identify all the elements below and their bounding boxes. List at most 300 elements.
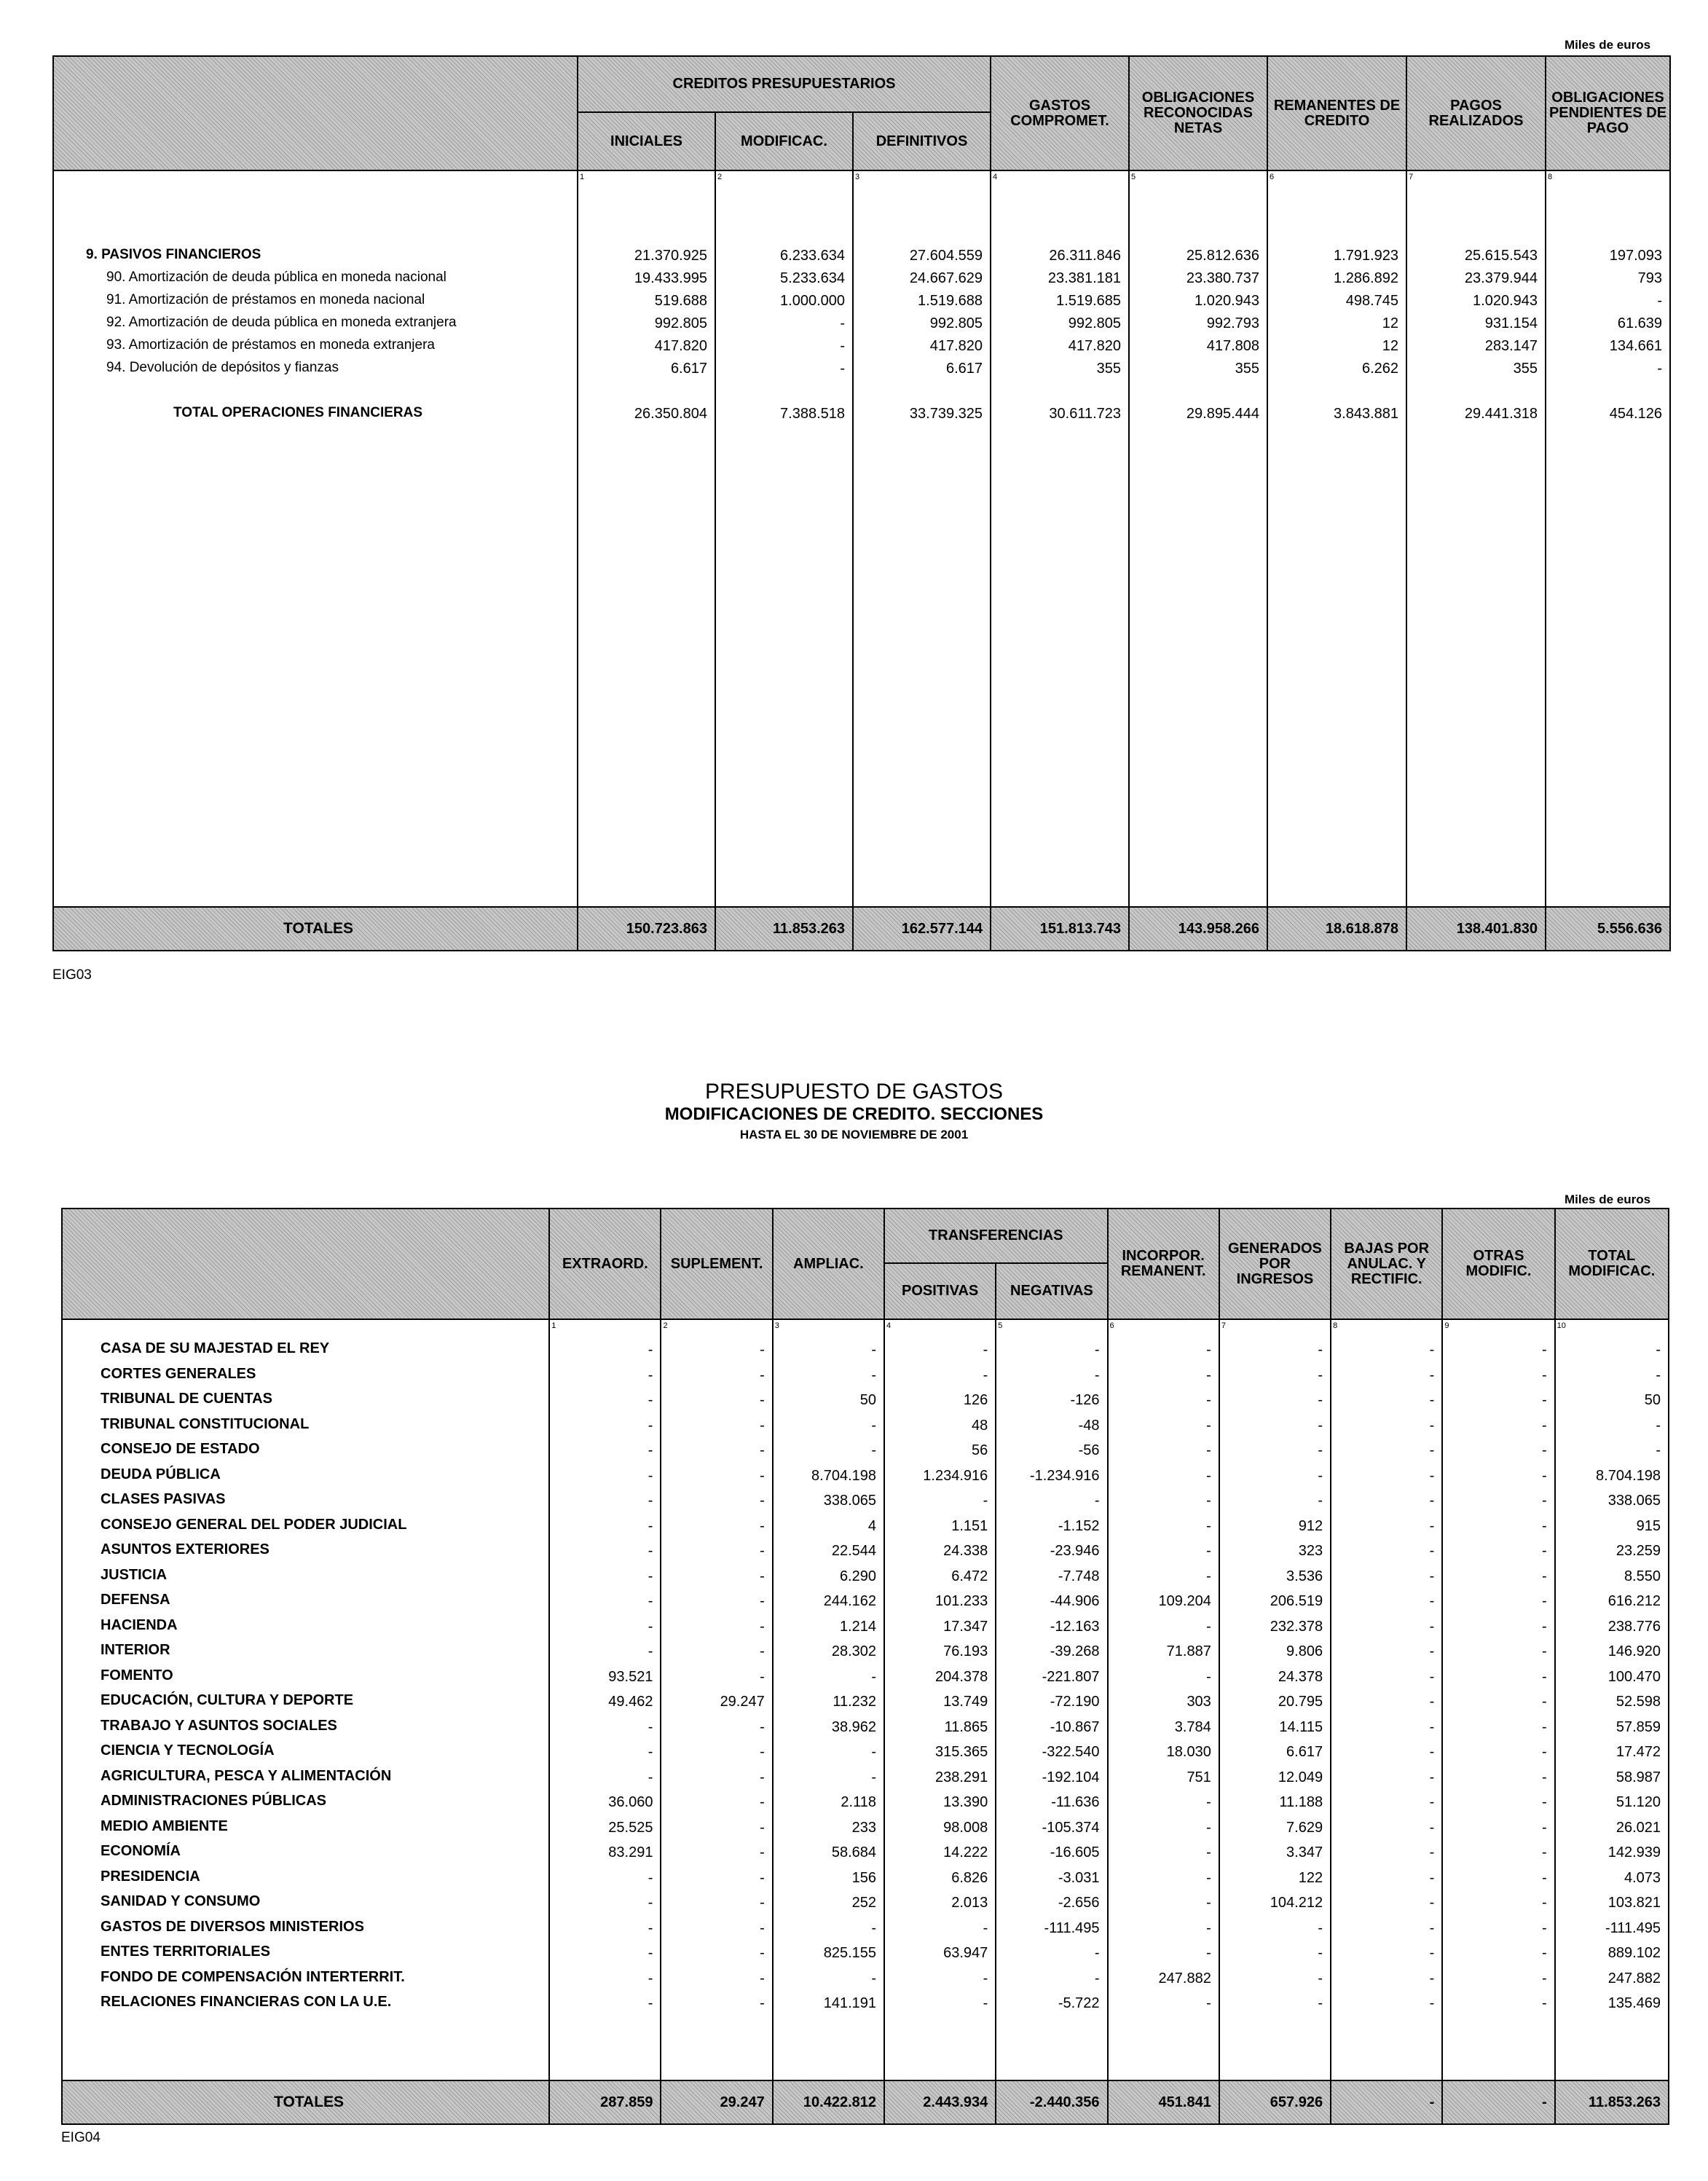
table-cell: 26.350.804 <box>634 406 707 422</box>
table-cell: - <box>983 1342 988 1358</box>
table-cell: 992.805 <box>929 315 983 331</box>
row-label: ASUNTOS EXTERIORES <box>101 1541 269 1557</box>
table-cell: -48 <box>1078 1417 1100 1434</box>
table-cell: 238.776 <box>1607 1618 1661 1635</box>
table-cell: 1.020.943 <box>1473 293 1538 309</box>
table-cell: 338.065 <box>823 1493 876 1509</box>
header-remanentes: REMANENTES DE CREDITO <box>1267 56 1406 170</box>
unit-note-table1: Miles de euros <box>1565 38 1651 52</box>
table-cell: 1.791.923 <box>1334 248 1399 264</box>
table-cell: -72.190 <box>1050 1694 1100 1710</box>
table-cell: - <box>1429 1467 1435 1484</box>
table-cell: - <box>1541 1819 1547 1836</box>
table-cell: - <box>983 1995 988 2011</box>
doc-code-eig03: EIG03 <box>52 967 92 983</box>
table-cell: - <box>1541 1467 1547 1484</box>
table-cell: 11.232 <box>833 1694 876 1710</box>
table-cell: -192.104 <box>1042 1769 1100 1785</box>
header-incorpor: INCORPOR. REMANENT. <box>1108 1209 1219 1319</box>
table-cell: 793 <box>1637 270 1663 286</box>
table-cell: - <box>648 1970 653 1987</box>
table-cell: 58.987 <box>1615 1769 1661 1785</box>
table-cell: 22.544 <box>831 1543 876 1559</box>
col-definitivos: 3 27.604.559 24.667.629 1.519.688 992.805 417.820 6.617 33.739.325 <box>853 170 991 907</box>
table-cell: -2.656 <box>1058 1895 1100 1911</box>
table-cell: 6.290 <box>839 1568 876 1584</box>
table-cell: 25.525 <box>608 1819 653 1836</box>
table-cell: - <box>1541 1417 1547 1434</box>
table-modificaciones-credito <box>61 1208 1669 2125</box>
col-ampliac: 3 - - 50 - - 8.704.198 338.065 4 22.544 6.290 244.162 1.214 28.302 - 11.232 38.962 - - 2.118 233 58.684 156 252 - 825.155 - 141.191 <box>773 1319 884 2080</box>
table-cell: 3.347 <box>1286 1844 1323 1860</box>
table-cell: - <box>1429 1517 1435 1534</box>
table-cell: - <box>1429 1769 1435 1785</box>
row-label: DEFENSA <box>101 1592 170 1608</box>
table-cell: - <box>760 1342 765 1358</box>
table-cell: -322.540 <box>1042 1744 1100 1760</box>
table-cell: - <box>871 1970 876 1987</box>
table-cell: - <box>1656 1342 1661 1358</box>
table-cell: - <box>1541 1593 1547 1609</box>
table-cell: 36.060 <box>608 1794 653 1810</box>
table-cell: 21.370.925 <box>634 248 707 264</box>
table-cell: - <box>760 1517 765 1534</box>
table-cell: 17.347 <box>943 1618 988 1635</box>
table-cell: 104.212 <box>1270 1895 1323 1911</box>
table-cell: 1.519.685 <box>1056 293 1122 309</box>
table-cell: 26.021 <box>1615 1819 1661 1836</box>
table-cell: - <box>1656 1367 1661 1383</box>
table-cell: - <box>648 1995 653 2011</box>
table-cell: 24.378 <box>1278 1668 1323 1685</box>
col-negativas: 5 - - -126 -48 -56 -1.234.916 - -1.152 -23.946 -7.748 -44.906 -12.163 -39.268 -221.807 -72.190 -10.867 -322.540 -192.104 -11.636 -105.374 -16.605 -3.031 -2.656 -111.495 - - -5.722 <box>996 1319 1107 2080</box>
header-blank <box>53 56 578 170</box>
table-cell: - <box>648 1744 653 1760</box>
table-cell: - <box>1429 1668 1435 1685</box>
row-label: INTERIOR <box>101 1642 170 1658</box>
table-cell: - <box>1206 1442 1211 1458</box>
table-cell: 238.291 <box>934 1769 988 1785</box>
col-positivas: 4 - - 126 48 56 1.234.916 - 1.151 24.338 6.472 101.233 17.347 76.193 204.378 13.749 11.865 315.365 238.291 13.390 98.008 14.222 6.826 2.013 - 63.947 - - <box>884 1319 996 2080</box>
col-modificac: 2 6.233.634 5.233.634 1.000.000 - - - 7.388.518 <box>715 170 853 907</box>
table-cell: - <box>1206 1568 1211 1584</box>
table-cell: - <box>1206 1844 1211 1860</box>
table-cell: - <box>1206 1895 1211 1911</box>
row-label: TOTAL OPERACIONES FINANCIERAS <box>173 405 423 420</box>
table-cell: - <box>648 1895 653 1911</box>
table-cell: 6.617 <box>670 361 707 377</box>
table-cell: - <box>760 1869 765 1886</box>
total-cell: 151.813.743 <box>991 907 1129 951</box>
col-otras: 9 - - - - - - - - - - - - - - - - - - - - - - - - - - - <box>1442 1319 1554 2080</box>
header-creditos: CREDITOS PRESUPUESTARIOS <box>578 56 991 112</box>
table-cell: - <box>1429 1618 1435 1635</box>
table-cell: - <box>760 1945 765 1961</box>
table-cell: - <box>1429 1392 1435 1408</box>
table-cell: - <box>1541 1517 1547 1534</box>
row-label: AGRICULTURA, PESCA Y ALIMENTACIÓN <box>101 1767 392 1784</box>
total-cell: 138.401.830 <box>1406 907 1546 951</box>
table-cell: 233 <box>851 1819 876 1836</box>
table-cell: 616.212 <box>1607 1593 1661 1609</box>
table-cell: 8.704.198 <box>1596 1467 1661 1484</box>
table-cell: - <box>1429 1694 1435 1710</box>
table-operaciones-financieras <box>52 55 1671 951</box>
table-cell: - <box>1206 1995 1211 2011</box>
table-cell: - <box>1318 1945 1323 1961</box>
table-cell: - <box>1206 1493 1211 1509</box>
table-cell: 14.222 <box>943 1844 988 1860</box>
table-cell: -126 <box>1070 1392 1100 1408</box>
header-ampliac: AMPLIAC. <box>773 1209 884 1319</box>
table-cell: - <box>871 1919 876 1936</box>
table-cell: -23.946 <box>1050 1543 1100 1559</box>
table-cell: - <box>1429 1869 1435 1886</box>
table-cell: 3.536 <box>1286 1568 1323 1584</box>
table-cell: - <box>1206 1945 1211 1961</box>
table-cell: 3.843.881 <box>1334 406 1399 422</box>
table-cell: - <box>648 1392 653 1408</box>
table-cell: - <box>1541 1694 1547 1710</box>
table-cell: 100.470 <box>1607 1668 1661 1685</box>
table-cell: - <box>648 1919 653 1936</box>
table-cell: - <box>1429 1945 1435 1961</box>
table-cell: 11.188 <box>1279 1794 1323 1810</box>
table-cell: - <box>983 1493 988 1509</box>
row-label: ENTES TERRITORIALES <box>101 1944 270 1960</box>
page-date: HASTA EL 30 DE NOVIEMBRE DE 2001 <box>739 1128 969 1141</box>
col-generados: 7 - - - - - - - 912 323 3.536 206.519 232.378 9.806 24.378 20.795 14.115 6.617 12.049 11.188 7.629 3.347 122 104.212 - - - - <box>1219 1319 1331 2080</box>
table-cell: 57.859 <box>1615 1718 1661 1735</box>
table-cell: 206.519 <box>1270 1593 1323 1609</box>
table-cell: - <box>1094 1367 1100 1383</box>
table-cell: - <box>871 1769 876 1785</box>
table-cell: 498.745 <box>1345 293 1399 309</box>
table-cell: - <box>648 1618 653 1635</box>
col-suplement: 2 - - - - - - - - - - - - - - 29.247 - - - - - - - - - - - - <box>661 1319 772 2080</box>
table-cell: - <box>1541 1794 1547 1810</box>
table-cell: 56 <box>972 1442 988 1458</box>
row-label: SANIDAD Y CONSUMO <box>101 1893 261 1909</box>
table-cell: - <box>648 1643 653 1659</box>
row-label: PRESIDENCIA <box>101 1868 200 1885</box>
table-cell: 5.233.634 <box>780 270 845 286</box>
table-cell: 12.049 <box>1278 1769 1323 1785</box>
row-label: TRIBUNAL CONSTITUCIONAL <box>101 1415 310 1432</box>
col-obligaciones: 5 25.812.636 23.380.737 1.020.943 992.793 417.808 355 29.895.444 <box>1129 170 1267 907</box>
col-incorpor: 6 - - - - - - - - - - 109.204 - 71.887 - 303 3.784 18.030 751 - - - - - - - 247.882 - <box>1108 1319 1219 2080</box>
table-cell: - <box>1429 1342 1435 1358</box>
row-label: GASTOS DE DIVERSOS MINISTERIOS <box>101 1918 364 1935</box>
table-cell: - <box>1318 1417 1323 1434</box>
table-cell: - <box>1429 1568 1435 1584</box>
table-cell: 29.895.444 <box>1186 406 1260 422</box>
table-cell: 1.286.892 <box>1334 270 1399 286</box>
header-generados: GENERADOS POR INGRESOS <box>1219 1209 1331 1319</box>
table-cell: - <box>983 1970 988 1987</box>
table-cell: 126 <box>963 1392 988 1408</box>
table-cell: 12 <box>1382 315 1399 331</box>
table-cell: - <box>1318 1392 1323 1408</box>
page-subtitle: MODIFICACIONES DE CREDITO. SECCIONES <box>664 1104 1044 1124</box>
row-label: TRABAJO Y ASUNTOS SOCIALES <box>101 1717 337 1734</box>
table-cell: 417.820 <box>654 338 707 354</box>
table-cell: 20.795 <box>1278 1694 1323 1710</box>
table-cell: - <box>1206 1819 1211 1836</box>
table-cell: 1.214 <box>839 1618 876 1635</box>
table-cell: - <box>871 1367 876 1383</box>
total-cell: 11.853.263 <box>1555 2080 1669 2124</box>
table-cell: 6.617 <box>945 361 983 377</box>
table-cell: 156 <box>851 1869 876 1886</box>
row-label: 92. Amortización de deuda pública en moneda extranjera <box>106 315 457 330</box>
table-cell: - <box>1206 1919 1211 1936</box>
header-otras: OTRAS MODIFIC. <box>1442 1209 1554 1319</box>
table-cell: - <box>648 1442 653 1458</box>
table-cell: -111.495 <box>1044 1919 1100 1936</box>
header-negativas: NEGATIVAS <box>996 1263 1107 1319</box>
table-cell: 1.151 <box>951 1517 988 1534</box>
table-cell: 338.065 <box>1607 1493 1661 1509</box>
table-cell: - <box>760 1467 765 1484</box>
page-title: PRESUPUESTO DE GASTOS <box>705 1080 1003 1104</box>
total-cell: 162.577.144 <box>853 907 991 951</box>
table-cell: 6.826 <box>951 1869 988 1886</box>
table-cell: 992.805 <box>654 315 707 331</box>
table-cell: - <box>1094 1493 1100 1509</box>
table-cell: 4 <box>867 1517 876 1534</box>
header-iniciales: INICIALES <box>578 112 715 170</box>
table-cell: 825.155 <box>823 1945 876 1961</box>
table-cell: - <box>648 1869 653 1886</box>
table-cell: - <box>871 1342 876 1358</box>
table-cell: 25.812.636 <box>1186 248 1260 264</box>
table-cell: 24.338 <box>943 1543 988 1559</box>
table-cell: - <box>1206 1869 1211 1886</box>
table-cell: - <box>648 1367 653 1383</box>
table-cell: - <box>648 1493 653 1509</box>
table-cell: 93.521 <box>608 1668 653 1685</box>
table-cell: - <box>760 1442 765 1458</box>
table-cell: - <box>1318 1442 1323 1458</box>
table-cell: 751 <box>1186 1769 1211 1785</box>
row-label: 90. Amortización de deuda pública en moneda nacional <box>106 270 446 285</box>
table-cell: - <box>983 1367 988 1383</box>
header-pagos: PAGOS REALIZADOS <box>1406 56 1546 170</box>
row-label: FONDO DE COMPENSACIÓN INTERTERRIT. <box>101 1968 405 1985</box>
table-cell: 63.947 <box>943 1945 988 1961</box>
col-iniciales: 1 21.370.925 19.433.995 519.688 992.805 417.820 6.617 26.350.804 <box>578 170 715 907</box>
table-cell: - <box>983 1919 988 1936</box>
labels-column <box>53 170 578 907</box>
table-cell: 8.704.198 <box>811 1467 876 1484</box>
table-cell: 23.259 <box>1615 1543 1661 1559</box>
table-cell: - <box>648 1342 653 1358</box>
table-cell: - <box>760 1919 765 1936</box>
table-cell: - <box>1429 1895 1435 1911</box>
header-modificac: MODIFICAC. <box>715 112 853 170</box>
table-cell: 134.661 <box>1609 338 1663 354</box>
table-cell: - <box>1541 1618 1547 1635</box>
table-cell: -39.268 <box>1050 1643 1100 1659</box>
table-cell: - <box>760 1995 765 2011</box>
col-bajas: 8 - - - - - - - - - - - - - - - - - - - - - - - - - - - <box>1331 1319 1442 2080</box>
totals-label: TOTALES <box>53 907 578 951</box>
table-cell: - <box>1429 1819 1435 1836</box>
table-cell: - <box>1541 1718 1547 1735</box>
doc-code-eig04: EIG04 <box>61 2130 101 2145</box>
table-cell: - <box>760 1593 765 1609</box>
table-cell: -111.495 <box>1605 1919 1661 1936</box>
table-cell: - <box>1206 1618 1211 1635</box>
table-cell: -56 <box>1078 1442 1100 1458</box>
table-cell: - <box>648 1945 653 1961</box>
table-cell: 52.598 <box>1615 1694 1661 1710</box>
table-cell: - <box>871 1668 876 1685</box>
header-obligaciones: OBLIGACIONES RECONOCIDAS NETAS <box>1129 56 1267 170</box>
total-cell: 657.926 <box>1219 2080 1331 2124</box>
table-cell: - <box>1429 1543 1435 1559</box>
table-cell: 2.013 <box>951 1895 988 1911</box>
table-cell: 315.365 <box>934 1744 988 1760</box>
table-cell: - <box>1206 1417 1211 1434</box>
table-cell: 283.147 <box>1484 338 1538 354</box>
table-cell: 3.784 <box>1174 1718 1211 1735</box>
row-label: HACIENDA <box>101 1616 178 1633</box>
table-cell: - <box>1318 1919 1323 1936</box>
table-cell: -105.374 <box>1042 1819 1100 1836</box>
table-cell: 1.519.688 <box>918 293 983 309</box>
table-cell: - <box>1429 1493 1435 1509</box>
table-cell: - <box>1429 1367 1435 1383</box>
table-cell: 12 <box>1382 338 1399 354</box>
table-cell: - <box>760 1819 765 1836</box>
table-cell: 23.379.944 <box>1464 270 1538 286</box>
table-cell: 38.962 <box>831 1718 876 1735</box>
table-cell: 355 <box>1096 361 1122 377</box>
table-cell: 28.302 <box>831 1643 876 1659</box>
table-cell: 197.093 <box>1609 248 1663 264</box>
total-cell: 10.422.812 <box>773 2080 884 2124</box>
table-cell: -7.748 <box>1058 1568 1100 1584</box>
table-cell: 33.739.325 <box>909 406 983 422</box>
table-cell: 122 <box>1298 1869 1323 1886</box>
table-cell: - <box>1541 1392 1547 1408</box>
table-cell: - <box>1318 1493 1323 1509</box>
col-pendientes: 8 197.093 793 - 61.639 134.661 - 454.126 <box>1546 170 1670 907</box>
table-cell: - <box>1206 1543 1211 1559</box>
table-cell: 992.805 <box>1068 315 1122 331</box>
table-cell: 17.472 <box>1615 1744 1661 1760</box>
row-label: ADMINISTRACIONES PÚBLICAS <box>101 1793 327 1809</box>
table-cell: 103.821 <box>1607 1895 1661 1911</box>
table-cell: 50 <box>1644 1392 1661 1408</box>
table-cell: - <box>760 1392 765 1408</box>
table-cell: - <box>871 1744 876 1760</box>
table-cell: - <box>1206 1668 1211 1685</box>
table-cell: - <box>1541 1568 1547 1584</box>
table-cell: - <box>1318 1970 1323 1987</box>
table-cell: - <box>1429 1919 1435 1936</box>
table-cell: - <box>648 1718 653 1735</box>
row-label: DEUDA PÚBLICA <box>101 1466 221 1482</box>
table-cell: 101.233 <box>934 1593 988 1609</box>
header-total: TOTAL MODIFICAC. <box>1555 1209 1669 1319</box>
table-cell: 1.020.943 <box>1195 293 1260 309</box>
table-cell: 931.154 <box>1484 315 1538 331</box>
header-extraord: EXTRAORD. <box>549 1209 661 1319</box>
table-cell: - <box>1318 1995 1323 2011</box>
table-cell: 109.204 <box>1158 1593 1211 1609</box>
table-cell: - <box>1206 1342 1211 1358</box>
table-cell: 454.126 <box>1609 406 1663 422</box>
table-cell: - <box>1206 1392 1211 1408</box>
table-cell: - <box>1541 1919 1547 1936</box>
table-cell: 1.234.916 <box>923 1467 988 1484</box>
header-bajas: BAJAS POR ANULAC. Y RECTIFIC. <box>1331 1209 1442 1319</box>
table-cell: 27.604.559 <box>909 248 983 264</box>
table-cell: - <box>760 1895 765 1911</box>
table-cell: 247.882 <box>1158 1970 1211 1987</box>
table-cell: 417.820 <box>1068 338 1122 354</box>
row-label: RELACIONES FINANCIERAS CON LA U.E. <box>101 1994 392 2010</box>
table-cell: 51.120 <box>1615 1794 1661 1810</box>
table-cell: - <box>1206 1517 1211 1534</box>
row-label: 93. Amortización de préstamos en moneda extranjera <box>106 337 435 353</box>
table-cell: - <box>1541 1643 1547 1659</box>
table-cell: 1.000.000 <box>780 293 845 309</box>
table-cell: - <box>1541 1442 1547 1458</box>
table-cell: 30.611.723 <box>1049 406 1122 422</box>
table-cell: -1.152 <box>1058 1517 1100 1534</box>
header-pendientes: OBLIGACIONES PENDIENTES DE PAGO <box>1546 56 1670 170</box>
row-label: CONSEJO GENERAL DEL PODER JUDICIAL <box>101 1516 407 1533</box>
table-cell: - <box>840 361 845 377</box>
table-cell: - <box>1657 293 1663 309</box>
table-cell: 9.806 <box>1286 1643 1323 1659</box>
table-cell: - <box>760 1417 765 1434</box>
row-label: JUSTICIA <box>101 1566 168 1583</box>
table-cell: -11.636 <box>1051 1794 1100 1810</box>
table-cell: 48 <box>972 1417 988 1434</box>
header-suplement: SUPLEMENT. <box>661 1209 772 1319</box>
table-cell: - <box>1541 1995 1547 2011</box>
table-cell: - <box>1094 1342 1100 1358</box>
table-cell: 11.865 <box>944 1718 988 1735</box>
table-cell: 24.667.629 <box>909 270 983 286</box>
table-cell: - <box>1429 1442 1435 1458</box>
header-gastos: GASTOS COMPROMET. <box>991 56 1129 170</box>
total-cell: 2.443.934 <box>884 2080 996 2124</box>
total-cell: 11.853.263 <box>715 907 853 951</box>
table-cell: - <box>1541 1895 1547 1911</box>
table-cell: - <box>760 1794 765 1810</box>
table-cell: 50 <box>859 1392 876 1408</box>
table-cell: - <box>1541 1970 1547 1987</box>
table-cell: - <box>1318 1342 1323 1358</box>
row-label: MEDIO AMBIENTE <box>101 1818 228 1834</box>
table-cell: - <box>1541 1668 1547 1685</box>
table-cell: - <box>1429 1718 1435 1735</box>
table-cell: - <box>1541 1543 1547 1559</box>
row-label: EDUCACIÓN, CULTURA Y DEPORTE <box>101 1692 354 1708</box>
table-cell: - <box>760 1744 765 1760</box>
table-cell: - <box>648 1467 653 1484</box>
table-cell: 25.615.543 <box>1464 248 1538 264</box>
table-cell: 29.441.318 <box>1464 406 1538 422</box>
col-extraord: 1 - - - - - - - - - - - - - 93.521 49.462 - - - 36.060 25.525 83.291 - - - - - - <box>549 1319 661 2080</box>
table-cell: 23.381.181 <box>1047 270 1122 286</box>
